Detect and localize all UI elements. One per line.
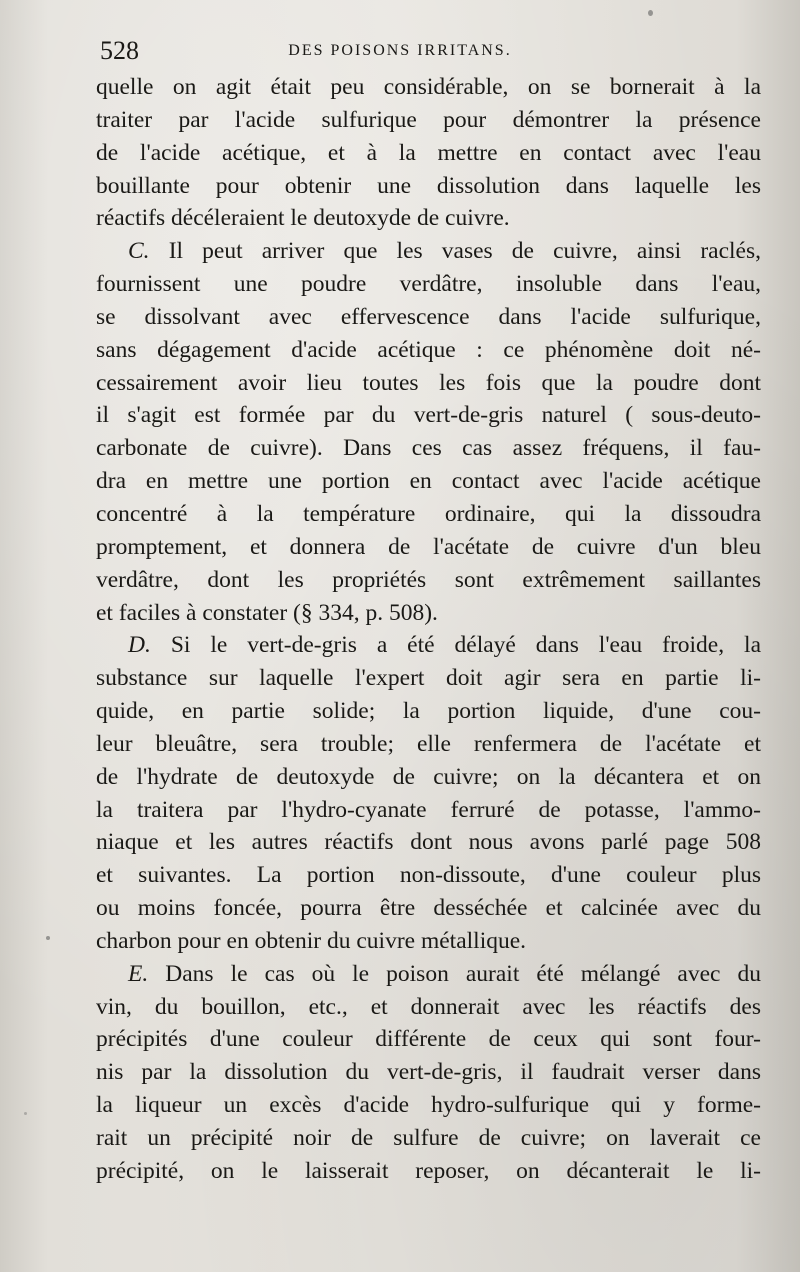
text-line: dra en mettre une portion en contact avec l'acide acétique bbox=[96, 468, 761, 495]
text-line: de l'acide acétique, et à la mettre en contact avec l'eau bbox=[96, 139, 761, 166]
text-line: de l'hydrate de deutoxyde de cuivre; on la décantera et on bbox=[96, 763, 761, 790]
text-line: la liqueur un excès d'acide hydro-sulfurique qui y forme- bbox=[96, 1092, 761, 1119]
text-line: Il peut arriver que les vases de cuivre, ainsi raclés, bbox=[168, 238, 761, 265]
text-line: substance sur laquelle l'expert doit agir sera en partie li- bbox=[96, 665, 761, 692]
text-line: traiter par l'acide sulfurique pour démontrer la présence bbox=[96, 106, 761, 133]
text-line: rait un précipité noir de sulfure de cuivre; on laverait ce bbox=[96, 1125, 761, 1151]
paragraph-letter-e: E. bbox=[128, 960, 149, 987]
paper-speck bbox=[24, 1112, 27, 1115]
text-line: précipités d'une couleur différente de ceux qui sont four- bbox=[96, 1026, 761, 1053]
text-line: Dans le cas où le poison aurait été mélangé avec du bbox=[165, 960, 761, 987]
body-text bbox=[96, 71, 761, 1188]
text-line: se dissolvant avec effervescence dans l'acide sulfurique, bbox=[96, 303, 761, 330]
page-number: 528 bbox=[100, 36, 139, 65]
paragraph-e-first-line bbox=[96, 958, 761, 991]
text-line: nis par la dissolution du vert-de-gris, il faudrait verser dans bbox=[96, 1059, 761, 1086]
paper-speck bbox=[46, 936, 50, 940]
text-line: quelle on agit était peu considérable, on se bornerait à la bbox=[96, 74, 761, 100]
paragraph-c-first-line bbox=[96, 235, 761, 268]
text-line: précipité, on le laisserait reposer, on décanterait le li- bbox=[96, 1157, 761, 1184]
text-line: carbonate de cuivre). Dans ces cas assez fréquens, il fau- bbox=[96, 435, 761, 462]
text-line: la traitera par l'hydro-cyanate ferruré de potasse, l'ammo- bbox=[96, 796, 761, 823]
paragraph-letter-c: C. bbox=[128, 238, 150, 265]
text-line: sans dégagement d'acide acétique : ce phénomène doit né- bbox=[96, 336, 761, 363]
text-line: réactifs décéleraient le deutoxyde de cuivre. bbox=[96, 205, 510, 232]
text-line: verdâtre, dont les propriétés sont extrêmement saillantes bbox=[96, 566, 761, 593]
page-header bbox=[100, 36, 760, 66]
text-line: et suivantes. La portion non-dissoute, d'une couleur plus bbox=[96, 862, 761, 889]
text-line: concentré à la température ordinaire, qui la dissoudra bbox=[96, 500, 761, 527]
text-line: niaque et les autres réactifs dont nous avons parlé page 508 bbox=[96, 829, 761, 856]
text-line: charbon pour en obtenir du cuivre métallique. bbox=[96, 927, 527, 954]
running-title: DES POISONS IRRITANS. bbox=[288, 42, 512, 59]
text-line: leur bleuâtre, sera trouble; elle renfermera de l'acétate et bbox=[96, 730, 761, 757]
text-line: promptement, et donnera de l'acétate de cuivre d'un bleu bbox=[96, 533, 761, 560]
text-line: et faciles à constater (§ 334, p. 508). bbox=[96, 599, 438, 626]
paper-speck bbox=[648, 10, 653, 16]
text-line: vin, du bouillon, etc., et donnerait avec les réactifs des bbox=[96, 993, 761, 1020]
text-line: bouillante pour obtenir une dissolution dans laquelle les bbox=[96, 172, 761, 199]
text-line: quide, en partie solide; la portion liquide, d'une cou- bbox=[96, 698, 761, 725]
text-line: il s'agit est formée par du vert-de-gris naturel ( sous-deuto- bbox=[96, 402, 761, 429]
text-line: Si le vert-de-gris a été délayé dans l'eau froide, la bbox=[170, 632, 761, 659]
text-line: fournissent une poudre verdâtre, insoluble dans l'eau, bbox=[96, 271, 761, 298]
paragraph-d-first-line bbox=[96, 629, 761, 662]
text-line: cessairement avoir lieu toutes les fois que la poudre dont bbox=[96, 369, 761, 396]
text-line: ou moins foncée, pourra être desséchée et calcinée avec du bbox=[96, 895, 761, 922]
paragraph-letter-d: D. bbox=[128, 632, 151, 659]
